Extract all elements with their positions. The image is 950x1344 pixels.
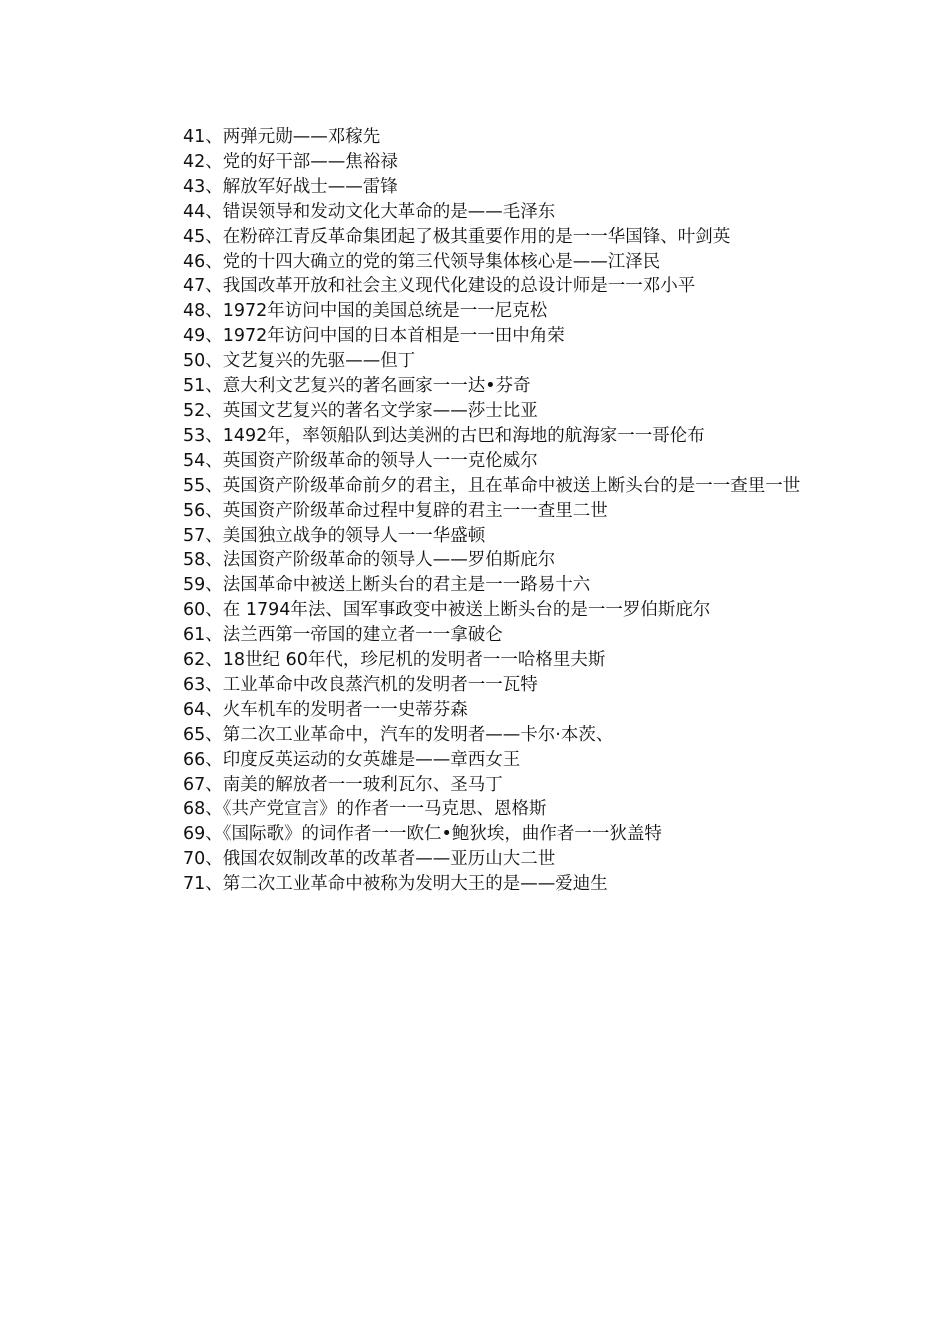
list-item: 41、两弹元勋——邓稼先 [183, 127, 381, 147]
list-item: 46、党的十四大确立的党的第三代领导集体核心是——江泽民 [183, 251, 661, 272]
list-item: 53、1492年，率领船队到达美洲的古巴和海地的航海家一一哥伦布 [183, 425, 705, 446]
list-item: 47、我国改革开放和社会主义现代化建设的总设计师是一一邓小平 [183, 276, 696, 297]
list-item: 67、南美的解放者一一玻利瓦尔、圣马丁 [183, 774, 503, 795]
list-item: 57、美国独立战争的领导人一一华盛顿 [183, 525, 486, 546]
list-item: 58、法国资产阶级革命的领导人——罗伯斯庇尔 [183, 550, 556, 571]
list-item: 71、第二次工业革命中被称为发明大王的是——爱迪生 [183, 874, 608, 895]
list-item: 63、工业革命中改良蒸汽机的发明者一一瓦特 [183, 674, 538, 695]
list-item: 48、1972年访问中国的美国总统是一一尼克松 [183, 301, 548, 322]
list-item: 51、意大利文艺复兴的著名画家一一达•芬奇 [183, 376, 531, 397]
list-item: 55、英国资产阶级革命前夕的君主，且在革命中被送上断头台的是一一查里一世 [183, 475, 801, 496]
list-item: 44、错误领导和发动文化大革命的是——毛泽东 [183, 201, 556, 222]
list-item: 70、俄国农奴制改革的改革者——亚历山大二世 [183, 849, 556, 870]
list-item: 50、文艺复兴的先驱——但丁 [183, 351, 416, 372]
list-item: 56、英国资产阶级革命过程中复辟的君主一一查里二世 [183, 500, 608, 521]
list-item: 43、解放军好战士——雷锋 [183, 176, 398, 197]
list-item: 66、印度反英运动的女英雄是——章西女王 [183, 749, 521, 770]
list-item: 60、在 1794年法、国军事政变中被送上断头台的是一一罗伯斯庇尔 [183, 600, 711, 621]
list-item: 64、火车机车的发明者一一史蒂芬森 [183, 699, 468, 720]
list-item: 59、法国革命中被送上断头台的君主是一一路易十六 [183, 575, 591, 596]
document-body [145, 125, 810, 897]
list-item: 49、1972年访问中国的日本首相是一一田中角荣 [183, 326, 565, 347]
list-item: 61、法兰西第一帝国的建立者一一拿破仑 [183, 625, 503, 646]
list-item: 62、18世纪 60年代，珍尼机的发明者一一哈格里夫斯 [183, 650, 606, 671]
list-item: 65、第二次工业革命中，汽车的发明者——卡尔·本茨、 [183, 724, 614, 745]
list-item: 45、在粉碎江青反革命集团起了极其重要作用的是一一华国锋、叶剑英 [183, 226, 731, 247]
list-item: 68、《共产党宣言》的作者一一马克思、恩格斯 [183, 799, 547, 820]
list-item: 52、英国文艺复兴的著名文学家——莎士比亚 [183, 400, 538, 421]
list-item: 54、英国资产阶级革命的领导人一一克伦威尔 [183, 450, 538, 471]
list-item: 42、党的好干部——焦裕禄 [183, 151, 398, 172]
list-item: 69、《国际歌》的词作者一一欧仁•鲍狄埃，曲作者一一狄盖特 [183, 824, 662, 845]
